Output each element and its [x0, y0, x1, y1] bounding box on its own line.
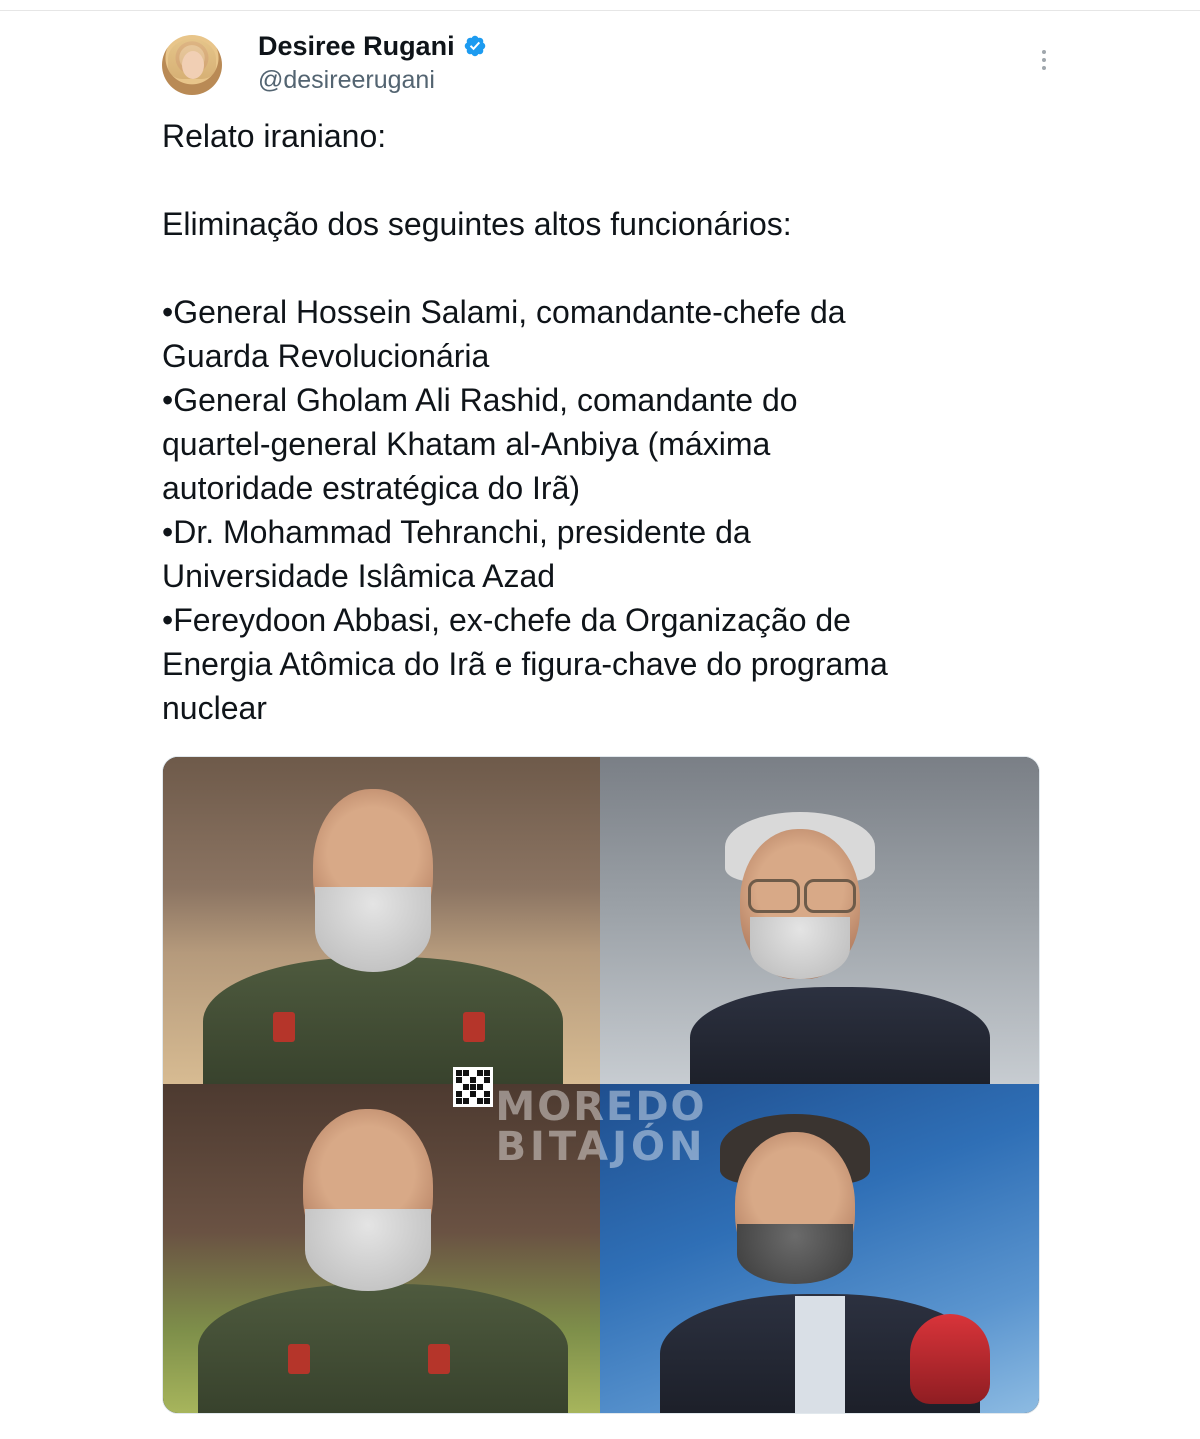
uniform-body — [198, 1284, 568, 1413]
uniform-patch — [273, 1012, 295, 1042]
tweet-line: •General Gholam Ali Rashid, comandante do — [162, 382, 798, 418]
watermark-line1: MOREDO — [495, 1084, 707, 1130]
watermark-line2: BITAJÓN — [495, 1124, 707, 1170]
uniform-patch — [428, 1344, 450, 1374]
author-name-row[interactable] — [258, 30, 487, 62]
tweet-line: •Dr. Mohammad Tehranchi, presidente da — [162, 514, 751, 550]
tweet-line: quartel-general Khatam al-Anbiya (máxima — [162, 426, 771, 462]
tweet-blank-line — [162, 246, 1062, 290]
more-options-icon[interactable] — [1032, 48, 1056, 72]
person-beard — [315, 887, 431, 972]
tweet-line: •General Hossein Salami, comandante-chefe da — [162, 294, 846, 330]
person-glasses — [804, 879, 856, 913]
tweet-text — [162, 114, 1062, 730]
photo-top-right[interactable] — [600, 757, 1039, 1084]
suit-body — [690, 987, 990, 1084]
more-dot — [1042, 50, 1046, 54]
tweet-line: Relato iraniano: — [162, 118, 387, 154]
person-glasses — [748, 879, 800, 913]
microphone — [910, 1314, 990, 1404]
tweet-line: Guarda Revolucionária — [162, 338, 490, 374]
author-handle[interactable]: @desireerugani — [258, 66, 435, 94]
uniform-body — [203, 957, 563, 1084]
shirt — [795, 1296, 845, 1413]
person-beard — [750, 917, 850, 979]
tweet-line: nuclear — [162, 690, 267, 726]
person-beard — [305, 1209, 431, 1291]
uniform-patch — [288, 1344, 310, 1374]
tweet-line: Energia Atômica do Irã e figura-chave do programa — [162, 646, 888, 682]
tweet-blank-line — [162, 158, 1062, 202]
photo-top-left[interactable] — [163, 757, 600, 1084]
top-divider — [0, 10, 1200, 11]
tweet-line: •Fereydoon Abbasi, ex-chefe da Organização de — [162, 602, 851, 638]
qr-code-icon — [453, 1067, 493, 1107]
avatar-face — [182, 51, 204, 79]
author-display-name[interactable]: Desiree Rugani — [258, 31, 455, 61]
uniform-patch — [463, 1012, 485, 1042]
tweet-line: Eliminação dos seguintes altos funcionários: — [162, 206, 792, 242]
verified-badge-icon — [463, 34, 487, 58]
avatar[interactable] — [162, 35, 222, 95]
tweet-media-grid[interactable] — [162, 756, 1040, 1414]
tweet-line: Universidade Islâmica Azad — [162, 558, 556, 594]
person-beard — [737, 1224, 853, 1284]
more-dot — [1042, 66, 1046, 70]
tweet-line: autoridade estratégica do Irã) — [162, 470, 581, 506]
more-dot — [1042, 58, 1046, 62]
